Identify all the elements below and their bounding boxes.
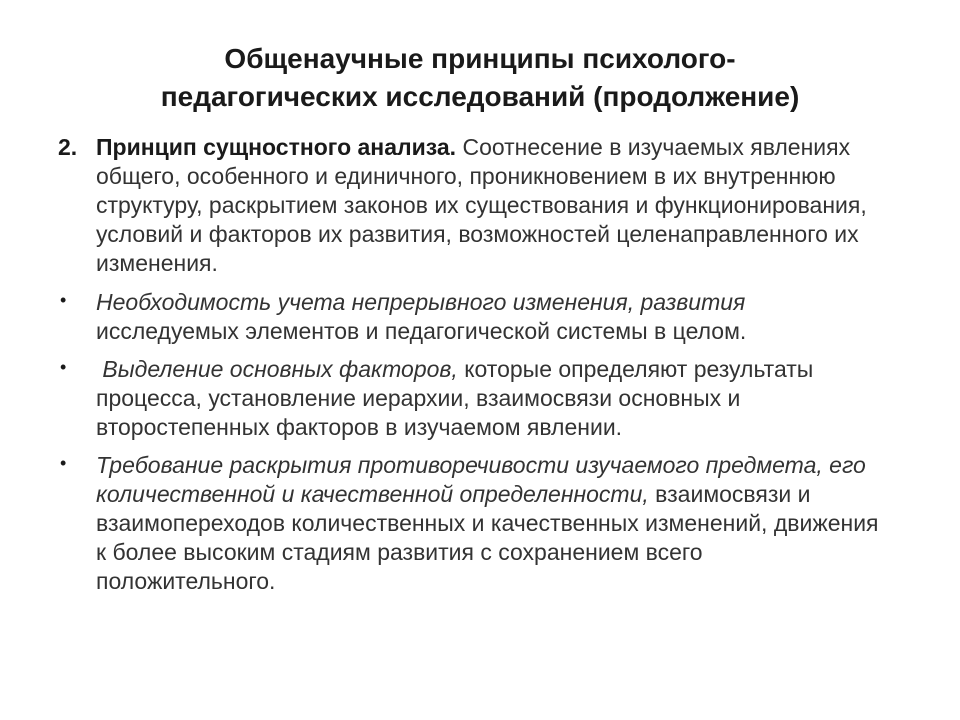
point-italic: Выделение основных факторов, — [96, 356, 458, 382]
list-item — [58, 355, 888, 442]
list-item — [58, 451, 888, 596]
principle-number: 2. — [58, 134, 78, 160]
principle-text: Соотнесение в изучаемых явлениях общего, особенного и единичного, проникновением в их внутреннюю структуру, раскрытием законов их существования и функционирования, условий и факторов их развития, возможностей целенаправленного их изменения. — [96, 134, 867, 276]
principle-paragraph — [58, 133, 888, 278]
title-line-2: педагогических исследований (продолжение) — [160, 81, 800, 112]
principle-heading: Принцип сущностного анализа. — [96, 134, 457, 160]
point-italic: Требование раскрытия противоречивости изучаемого предмета, его количественной и качественной определенности, — [96, 452, 866, 507]
point-italic: Необходимость учета непрерывного изменения, развития — [96, 289, 746, 315]
bullet-list — [58, 288, 888, 596]
slide-title — [60, 40, 900, 116]
point-text: которые определяют результаты процесса, установление иерархии, взаимосвязи основных и второстепенных факторов в изучаемом явлении. — [96, 356, 814, 440]
bullet-icon: • — [60, 453, 67, 473]
bullet-icon: • — [60, 357, 67, 377]
point-text: исследуемых элементов и педагогической системы в целом. — [96, 318, 747, 344]
list-item — [58, 288, 888, 346]
title-line-1: Общенаучные принципы психолого- — [224, 43, 736, 74]
point-text: взаимосвязи и взаимопереходов количественных и качественных изменений, движения к более высоким стадиям развития с сохранением всего положительного. — [96, 481, 879, 594]
slide-body — [58, 133, 888, 605]
bullet-icon: • — [60, 290, 67, 310]
